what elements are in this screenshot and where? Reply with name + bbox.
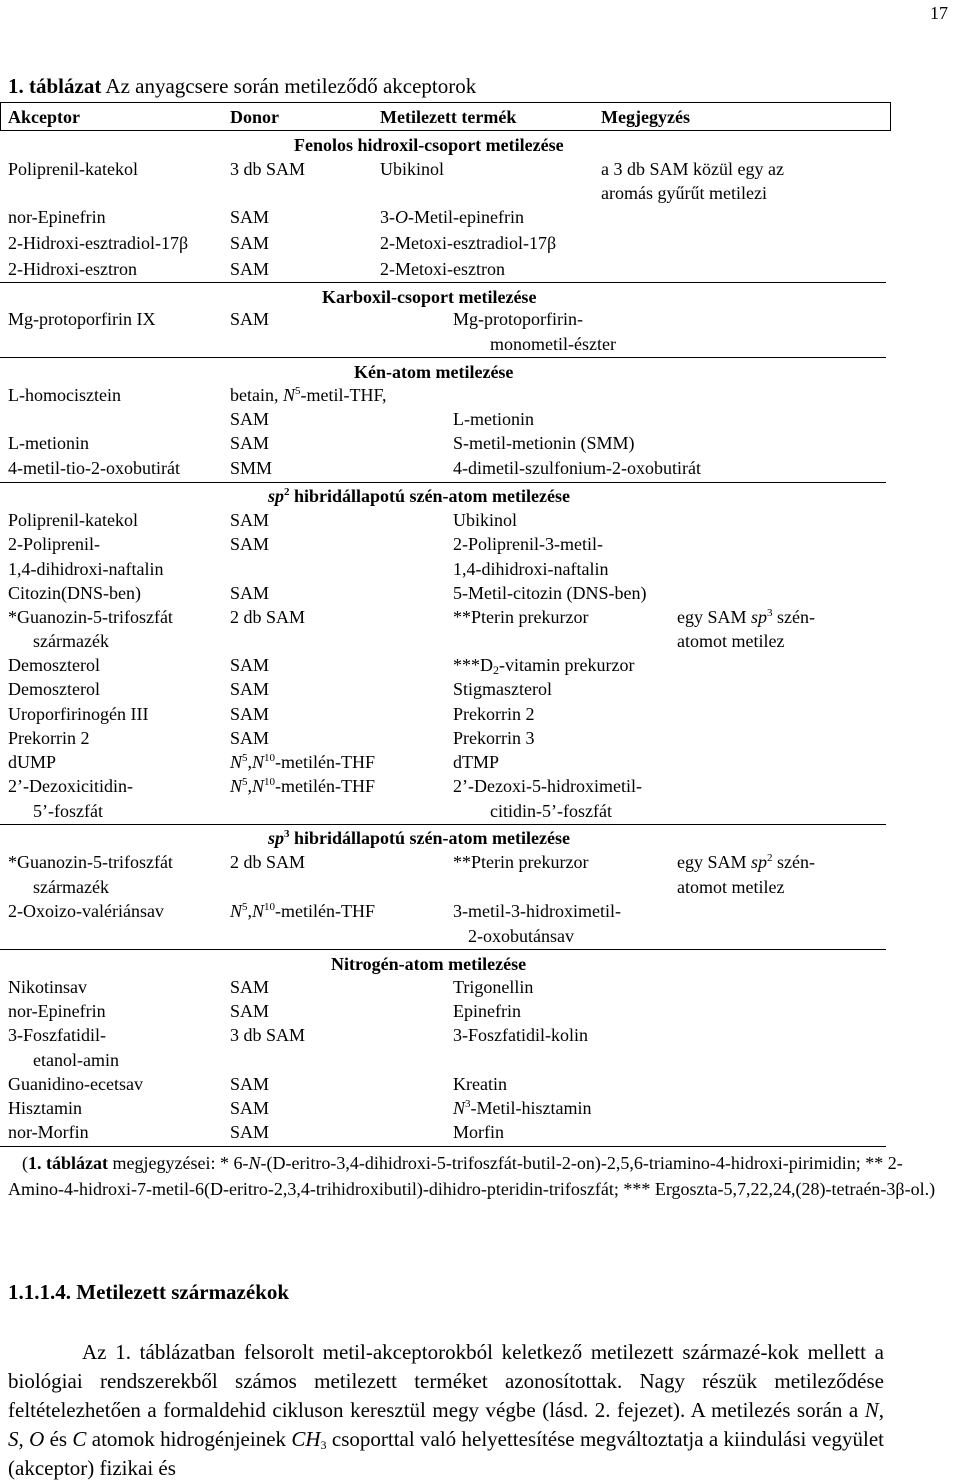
italic-sp: sp: [268, 828, 285, 848]
cell-akceptor: származék: [33, 631, 109, 651]
text: -metilén-THF: [275, 901, 376, 921]
cell-akceptor: nor-Morfin: [8, 1122, 89, 1142]
italic-sp: sp: [751, 607, 768, 627]
cell-akceptor: 1,4-dihidroxi-naftalin: [8, 559, 164, 579]
text: -metil-THF,: [300, 385, 387, 405]
table-bottom-rule: [0, 1146, 886, 1147]
section-rule: [0, 357, 886, 358]
header-top-rule: [0, 102, 891, 103]
cell-akceptor: 2’-Dezoxicitidin-: [8, 776, 133, 796]
italic-o: O: [29, 1427, 45, 1451]
cell-donor: SAM: [230, 583, 270, 603]
text: ,: [247, 752, 253, 772]
cell-termek: Prekorrin 2: [453, 704, 535, 724]
cell-donor: 3 db SAM: [230, 1025, 306, 1045]
text: atomok hidrogénjeinek: [86, 1427, 292, 1451]
italic-n: N: [282, 385, 295, 405]
cell-donor: SAM: [230, 1074, 270, 1094]
italic-n: N: [248, 1153, 261, 1173]
text: csoporttal való helyettesítése megváltoztatja a kiindulási vegyület (akceptor) fizikai és: [8, 1427, 884, 1480]
cell-akceptor: L-metionin: [8, 433, 89, 453]
text: -vitamin prekurzor: [499, 655, 635, 675]
footnote-label: 1. táblázat: [28, 1153, 108, 1173]
italic-n: N: [230, 901, 243, 921]
text: (: [22, 1153, 28, 1173]
italic-n: N: [252, 901, 265, 921]
superscript: 3: [767, 607, 773, 619]
italic-n: N: [252, 776, 265, 796]
subscript: 3: [320, 1438, 327, 1452]
header-right-rule: [890, 102, 891, 131]
cell-akceptor: *Guanozin-5-trifoszfát: [8, 852, 173, 872]
cell-akceptor: nor-Epinefrin: [8, 207, 106, 227]
section-heading: [268, 829, 570, 847]
cell-donor: SAM: [230, 233, 270, 253]
cell-akceptor: Demoszterol: [8, 655, 100, 675]
superscript: 10: [264, 901, 276, 913]
cell-termek: L-metionin: [453, 409, 534, 429]
italic-o: O: [395, 207, 408, 227]
superscript: 2: [284, 486, 290, 498]
cell-donor: SAM: [230, 433, 270, 453]
cell-termek: dTMP: [453, 752, 500, 772]
column-header-termek: Metilezett termék: [380, 107, 517, 127]
cell-donor: SAM: [230, 259, 270, 279]
superscript: 5: [295, 385, 301, 397]
cell-donor: SAM: [230, 534, 270, 554]
cell-donor: [230, 777, 375, 795]
table-footnote: [8, 1150, 948, 1202]
text: Az 1. táblázatban felsorolt metil-akceptorokból keletkező metilezett származé-kok mellett a biológiai rendszerekből számos metilezett terméket azonosítottak. Nagy részük metileződése feltételezhetően a formaldehid cikluson keresztül megy végbe (lásd. 2. fejezet). A metilezés során a: [8, 1340, 884, 1422]
cell-termek: Kreatin: [453, 1074, 507, 1094]
cell-akceptor: Citozin(DNS-ben): [8, 583, 141, 603]
text: szén-: [772, 607, 816, 627]
cell-akceptor: 4-metil-tio-2-oxobutirát: [8, 458, 180, 478]
cell-termek: [453, 655, 635, 677]
superscript: 3: [284, 828, 290, 840]
cell-akceptor: Nikotinsav: [8, 977, 87, 997]
cell-termek: Epinefrin: [453, 1001, 521, 1021]
cell-termek: S-metil-metionin (SMM): [453, 433, 635, 453]
italic-sp: sp: [268, 486, 285, 506]
body-paragraph: [8, 1338, 884, 1483]
cell-donor: 2 db SAM: [230, 607, 306, 627]
column-header-megjegyzes: Megjegyzés: [601, 107, 690, 127]
text: -Metil-hisztamin: [470, 1098, 592, 1118]
cell-termek: 4-dimetil-szulfonium-2-oxobutirát: [453, 458, 701, 478]
cell-donor: SAM: [230, 510, 270, 530]
cell-megjegyzes: atomot metilez: [677, 631, 785, 651]
text: -Metil-epinefrin: [408, 207, 524, 227]
section-heading: [268, 487, 570, 505]
cell-akceptor: Uroporfirinogén III: [8, 704, 149, 724]
section-heading: Fenolos hidroxil-csoport metilezése: [294, 135, 564, 155]
cell-megjegyzes: a 3 db SAM közül egy az: [601, 159, 784, 179]
italic-n: N: [864, 1398, 879, 1422]
text: betain,: [230, 385, 283, 405]
header-bottom-rule: [0, 130, 891, 131]
superscript: 5: [242, 776, 248, 788]
cell-termek: 2-Metoxi-esztradiol-17β: [380, 233, 557, 253]
cell-termek: 1,4-dihidroxi-naftalin: [453, 559, 609, 579]
cell-megjegyzes: [677, 853, 815, 871]
superscript: 10: [264, 776, 276, 788]
superscript: 5: [242, 752, 248, 764]
text: egy SAM: [677, 852, 752, 872]
cell-akceptor: 2-Oxoizo-valériánsav: [8, 901, 164, 921]
section-rule: [0, 949, 886, 950]
cell-akceptor: Prekorrin 2: [8, 728, 90, 748]
text: egy SAM: [677, 607, 752, 627]
page-number: 17: [930, 3, 948, 23]
cell-termek: Stigmaszterol: [453, 679, 552, 699]
cell-donor: SMM: [230, 458, 273, 478]
cell-termek: Prekorrin 3: [453, 728, 535, 748]
cell-akceptor: Poliprenil-katekol: [8, 159, 138, 179]
cell-donor: SAM: [230, 1001, 270, 1021]
cell-donor: 2 db SAM: [230, 852, 306, 872]
text: ,: [18, 1427, 30, 1451]
cell-termek: **Pterin prekurzor: [453, 607, 589, 627]
superscript: 3: [465, 1098, 471, 1110]
italic-s: S: [8, 1427, 19, 1451]
cell-termek: monometil-észter: [490, 334, 616, 354]
cell-akceptor: Demoszterol: [8, 679, 100, 699]
text: -(D-eritro-3,4-dihidroxi-5-trifoszfát-butil-2-on)-2,5,6-triamino-4-hidroxi-pirimidin; ** 2-Amino-4-hidroxi-7-metil-6(D-eritro-2,3,4-trihidroxibutil)-dihidro-pteridin-trifoszfát; *** Ergoszta-5,7,22,24,(28)-tetraén-3β-ol.): [8, 1153, 936, 1199]
cell-termek: Ubikinol: [380, 159, 445, 179]
cell-termek: 2-oxobutánsav: [468, 926, 574, 946]
cell-termek: 3-metil-3-hidroximetil-: [453, 901, 621, 921]
cell-akceptor: *Guanozin-5-trifoszfát: [8, 607, 173, 627]
cell-donor: SAM: [230, 728, 270, 748]
cell-donor: SAM: [230, 309, 270, 329]
cell-akceptor: Guanidino-ecetsav: [8, 1074, 143, 1094]
text: hibridállapotú szén-atom metilezése: [294, 486, 570, 506]
section-heading: Nitrogén-atom metilezése: [331, 954, 527, 974]
cell-termek: Mg-protoporfirin-: [453, 309, 583, 329]
table-title: [8, 76, 476, 97]
superscript: 5: [242, 901, 248, 913]
italic-n: N: [230, 776, 243, 796]
cell-termek: citidin-5’-foszfát: [490, 801, 612, 821]
cell-donor: SAM: [230, 655, 270, 675]
table-title-text: Az anyagcsere során metileződő akceptorok: [101, 74, 477, 98]
cell-akceptor: dUMP: [8, 752, 57, 772]
text: -metilén-THF: [275, 752, 376, 772]
column-header-donor: Donor: [230, 107, 279, 127]
cell-termek: [380, 208, 524, 226]
text: megjegyzései: * 6-: [108, 1153, 249, 1173]
cell-termek: [453, 1099, 592, 1117]
cell-akceptor: 2-Hidroxi-esztradiol-17β: [8, 233, 189, 253]
text: hibridállapotú szén-atom metilezése: [294, 828, 570, 848]
cell-donor: SAM: [230, 409, 270, 429]
table-label: 1. táblázat: [8, 74, 102, 98]
cell-termek: Morfin: [453, 1122, 504, 1142]
header-left-rule: [0, 102, 1, 131]
superscript: 10: [264, 752, 276, 764]
cell-donor: SAM: [230, 1122, 270, 1142]
text: szén-: [772, 852, 816, 872]
italic-c: C: [72, 1427, 87, 1451]
cell-akceptor: nor-Epinefrin: [8, 1001, 106, 1021]
text: -metilén-THF: [275, 776, 376, 796]
cell-donor: [230, 753, 375, 771]
cell-donor: SAM: [230, 679, 270, 699]
text: ***D: [453, 655, 493, 675]
column-header-akceptor: Akceptor: [8, 107, 80, 127]
section-rule: [0, 482, 886, 483]
cell-donor: [230, 386, 387, 404]
cell-akceptor: Hisztamin: [8, 1098, 82, 1118]
text: ,: [247, 901, 253, 921]
cell-termek: Ubikinol: [453, 510, 518, 530]
italic-n: N: [453, 1098, 466, 1118]
cell-megjegyzes: aromás gyűrűt metilezi: [601, 183, 767, 203]
cell-donor: SAM: [230, 704, 270, 724]
subscript: 2: [493, 663, 499, 677]
text: ,: [247, 776, 253, 796]
text: ,: [878, 1398, 884, 1422]
cell-akceptor: származék: [33, 877, 109, 897]
cell-megjegyzes: atomot metilez: [677, 877, 785, 897]
cell-akceptor: etanol-amin: [33, 1050, 119, 1070]
cell-termek: 2-Poliprenil-3-metil-: [453, 534, 603, 554]
cell-termek: 2-Metoxi-esztron: [380, 259, 505, 279]
cell-akceptor: 2-Hidroxi-esztron: [8, 259, 137, 279]
cell-akceptor: 3-Foszfatidil-: [8, 1025, 106, 1045]
italic-n: N: [230, 752, 243, 772]
cell-megjegyzes: [677, 608, 815, 626]
cell-termek: **Pterin prekurzor: [453, 852, 589, 872]
italic-sp: sp: [751, 852, 768, 872]
italic-ch: CH: [291, 1427, 321, 1451]
superscript: 2: [767, 852, 773, 864]
section-rule: [0, 282, 886, 283]
cell-termek: 5-Metil-citozin (DNS-ben): [453, 583, 647, 603]
section-rule: [0, 824, 886, 825]
cell-akceptor: L-homocisztein: [8, 385, 121, 405]
cell-donor: SAM: [230, 977, 270, 997]
text: 3-: [380, 207, 395, 227]
cell-donor: [230, 902, 375, 920]
cell-donor: SAM: [230, 207, 270, 227]
cell-termek: 2’-Dezoxi-5-hidroximetil-: [453, 776, 642, 796]
section-title: 1.1.1.4. Metilezett származékok: [8, 1280, 290, 1304]
cell-akceptor: Mg-protoporfirin IX: [8, 309, 156, 329]
italic-n: N: [252, 752, 265, 772]
cell-termek: Trigonellin: [453, 977, 534, 997]
cell-akceptor: 2-Poliprenil-: [8, 534, 100, 554]
cell-akceptor: Poliprenil-katekol: [8, 510, 138, 530]
section-heading: Kén-atom metilezése: [354, 362, 514, 382]
cell-termek: 3-Foszfatidil-kolin: [453, 1025, 588, 1045]
cell-donor: SAM: [230, 1098, 270, 1118]
section-heading: Karboxil-csoport metilezése: [322, 287, 537, 307]
text: és: [44, 1427, 73, 1451]
cell-akceptor: 5’-foszfát: [33, 801, 103, 821]
cell-donor: 3 db SAM: [230, 159, 306, 179]
